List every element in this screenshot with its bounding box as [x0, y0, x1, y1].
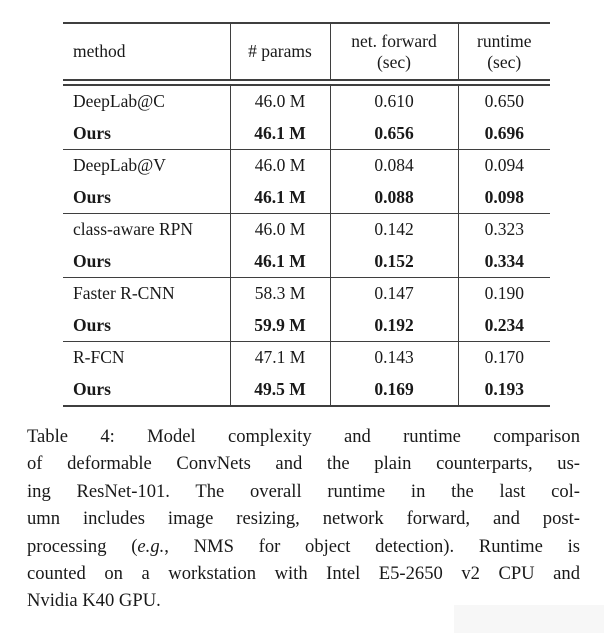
method-cell: class-aware RPN: [63, 214, 230, 246]
net-forward-cell: 0.152: [330, 246, 458, 278]
table-header-row: [63, 23, 550, 83]
caption-text: , NMS for object detection). Runtime is: [164, 535, 580, 557]
caption-line: of deformable ConvNets and the plain counterparts, us-: [27, 453, 580, 475]
params-cell: 47.1 M: [230, 342, 330, 374]
runtime-cell: 0.696: [458, 118, 550, 150]
col-header-net-forward-unit: (sec): [376, 51, 411, 72]
net-forward-cell: 0.192: [330, 310, 458, 342]
caption-line: ing ResNet-101. The overall runtime in the last col-: [27, 480, 580, 502]
table-row: [63, 118, 550, 150]
runtime-cell: 0.098: [458, 182, 550, 214]
table-row: [63, 214, 550, 246]
col-header-method: method: [63, 23, 230, 83]
col-header-runtime: [458, 23, 550, 83]
method-cell: Ours: [73, 250, 111, 271]
results-table: [63, 22, 550, 407]
caption-line: Nvidia K40 GPU.: [27, 590, 161, 612]
net-forward-cell: 0.147: [330, 278, 458, 310]
runtime-cell: 0.323: [458, 214, 550, 246]
net-forward-cell: 0.169: [330, 374, 458, 407]
net-forward-cell: 0.143: [330, 342, 458, 374]
method-cell: DeepLab@C: [73, 91, 165, 112]
params-cell: 59.9 M: [230, 310, 330, 342]
table-row: [63, 150, 550, 182]
method-cell: Ours: [73, 122, 111, 143]
params-cell: 49.5 M: [230, 374, 330, 407]
method-cell: R-FCN: [63, 342, 230, 374]
table-row: [63, 182, 550, 214]
col-header-net-forward-label: net. forward: [351, 30, 437, 51]
caption-line: umn includes image resizing, network forward, and post-: [27, 508, 580, 530]
params-cell: 46.0 M: [230, 214, 330, 246]
col-header-runtime-label: runtime: [477, 30, 532, 51]
params-cell: 46.1 M: [230, 182, 330, 214]
runtime-cell: 0.650: [458, 83, 550, 118]
runtime-cell: 0.170: [458, 342, 550, 374]
params-cell: 46.1 M: [230, 118, 330, 150]
col-header-params: # params: [230, 23, 330, 83]
runtime-cell: 0.334: [458, 246, 550, 278]
params-cell: 58.3 M: [230, 278, 330, 310]
caption-italic-eg: e.g.: [137, 535, 165, 557]
net-forward-cell: 0.088: [330, 182, 458, 214]
table-row: [63, 246, 550, 278]
net-forward-cell: 0.656: [330, 118, 458, 150]
net-forward-cell: 0.142: [330, 214, 458, 246]
method-cell: DeepLab@V: [63, 150, 230, 182]
runtime-cell: 0.190: [458, 278, 550, 310]
table-caption: [27, 423, 580, 615]
params-cell: 46.0 M: [230, 83, 330, 118]
table-row: [63, 278, 550, 310]
table-row: [63, 310, 550, 342]
method-cell: Faster R-CNN: [63, 278, 230, 310]
method-cell: Ours: [73, 186, 111, 207]
caption-text: processing (: [27, 535, 138, 557]
net-forward-cell: 0.084: [330, 150, 458, 182]
params-cell: 46.1 M: [230, 246, 330, 278]
caption-line: Table 4: Model complexity and runtime comparison: [27, 426, 580, 447]
runtime-cell: 0.193: [458, 374, 550, 407]
runtime-cell: 0.094: [458, 150, 550, 182]
params-cell: 46.0 M: [230, 150, 330, 182]
table-row: [63, 342, 550, 374]
net-forward-cell: 0.610: [330, 83, 458, 118]
caption-line: counted on a workstation with Intel E5-2650 v2 CPU and: [27, 563, 580, 585]
table-row: [63, 374, 550, 407]
col-header-net-forward: [330, 23, 458, 83]
col-header-runtime-unit: (sec): [487, 51, 522, 72]
method-cell: Ours: [73, 314, 111, 335]
table-row: [63, 83, 550, 118]
scan-artifact: [454, 605, 604, 633]
runtime-cell: 0.234: [458, 310, 550, 342]
method-cell: Ours: [73, 378, 111, 399]
caption-line: [27, 533, 580, 560]
